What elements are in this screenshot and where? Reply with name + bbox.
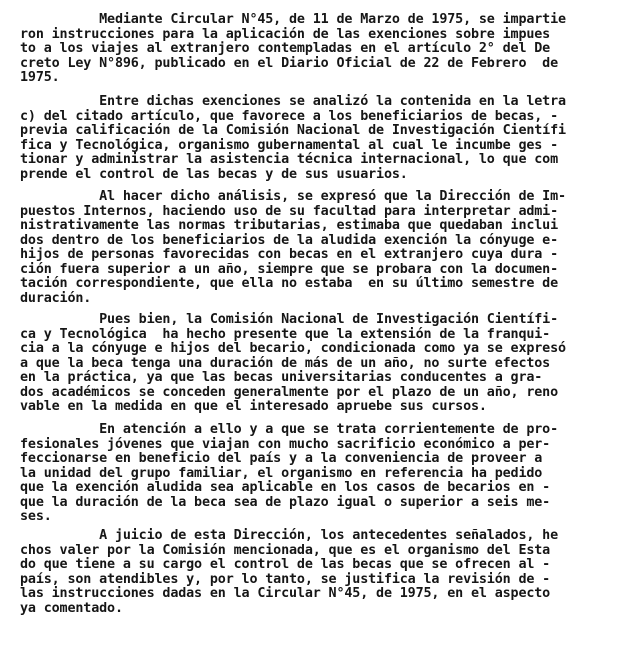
- text-line: A juicio de esta Dirección, los antecedentes señalados, he: [20, 528, 559, 543]
- text-line: dos académicos se conceden generalmente por el plazo de un año, reno: [20, 384, 559, 400]
- text-line: ca y Tecnológica ha hecho presente que la extensión de la franqui-: [20, 326, 551, 342]
- text-line: En atención a ello y a que se trata corrientemente de pro-: [20, 422, 559, 437]
- text-line: creto Ley N°896, publicado en el Diario Oficial de 22 de Febrero de: [20, 55, 559, 71]
- text-line: ya comentado.: [20, 600, 123, 616]
- text-line: feccionarse en beneficio del país y a la conveniencia de proveer a: [20, 451, 543, 467]
- text-line: c) del citado artículo, que favorece a los beneficiarios de becas, -: [20, 108, 559, 124]
- text-line: Al hacer dicho análisis, se expresó que la Dirección de Im-: [20, 189, 566, 204]
- text-line: que la exención aludida sea aplicable en los casos de becarios en -: [20, 480, 551, 496]
- text-line: a que la beca tenga una duración de más de un año, no surte efectos: [20, 355, 551, 371]
- text-line: país, son atendibles y, por lo tanto, se justifica la revisión de -: [20, 571, 551, 587]
- text-line: cia a la cónyuge e hijos del becario, condicionada como ya se expresó: [20, 341, 566, 357]
- text-line: Pues bien, la Comisión Nacional de Investigación Científi-: [20, 312, 559, 327]
- text-line: vable en la medida en que el interesado apruebe sus cursos.: [20, 399, 487, 415]
- text-line: tación correspondiente, que ella no estaba en su último semestre de: [20, 276, 559, 292]
- text-line: en la práctica, ya que las becas universitarias conducentes a gra-: [20, 370, 543, 386]
- text-line: puestos Internos, haciendo uso de su facultad para interpretar admi-: [20, 203, 559, 219]
- text-line: do que tiene a su cargo el control de las becas que se ofrecen al -: [20, 557, 551, 573]
- text-line: ción fuera superior a un año, siempre que se probara con la documen-: [20, 261, 559, 277]
- text-line: Mediante Circular N°45, de 11 de Marzo de 1975, se impartie: [20, 12, 566, 27]
- text-line: hijos de personas favorecidas con becas en el extranjero cuya dura -: [20, 247, 559, 263]
- text-line: tionar y administrar la asistencia técnica internacional, lo que com: [20, 152, 559, 168]
- text-line: la unidad del grupo familiar, el organismo en referencia ha pedido: [20, 465, 543, 481]
- text-line: previa calificación de la Comisión Nacional de Investigación Científi: [20, 123, 566, 139]
- text-line: chos valer por la Comisión mencionada, que es el organismo del Esta: [20, 542, 551, 558]
- text-line: fica y Tecnológica, organismo gubernamental al cual le incumbe ges -: [20, 137, 559, 153]
- text-line: Entre dichas exenciones se analizó la contenida en la letra: [20, 94, 566, 109]
- text-line: ses.: [20, 509, 52, 525]
- text-line: 1975.: [20, 70, 60, 86]
- text-line: ron instrucciones para la aplicación de las exenciones sobre impues: [20, 26, 551, 42]
- text-line: nistrativamente las normas tributarias, estimaba que quedaban inclui: [20, 218, 559, 234]
- text-line: fesionales jóvenes que viajan con mucho sacrificio económico a per-: [20, 436, 551, 452]
- text-line: to a los viajes al extranjero contempladas en el artículo 2° del De: [20, 41, 551, 57]
- text-line: dos dentro de los beneficiarios de la aludida exención la cónyuge e-: [20, 232, 559, 248]
- text-line: duración.: [20, 290, 92, 306]
- text-line: que la duración de la beca sea de plazo igual o superior a seis me-: [20, 494, 551, 510]
- text-line: prende el control de las becas y de sus usuarios.: [20, 166, 408, 182]
- text-line: las instrucciones dadas en la Circular N°45, de 1975, en el aspecto: [20, 586, 551, 602]
